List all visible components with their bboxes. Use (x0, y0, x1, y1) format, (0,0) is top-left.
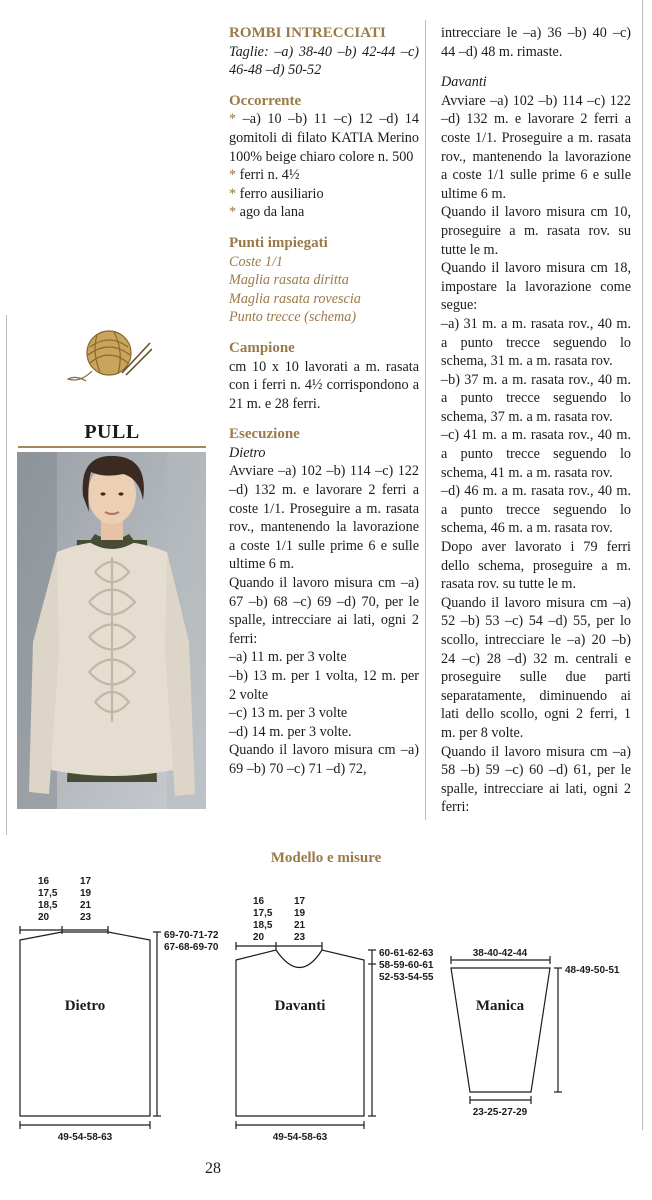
sizes-text: Taglie: –a) 38-40 –b) 42-44 –c) 46-48 –d) 50-52 (229, 43, 419, 79)
davanti-shoulder-width-label: 16 (253, 896, 265, 907)
manica-top-width-label: 38-40-42-44 (472, 948, 528, 959)
dietro-shoulder-width-label: 20 (38, 912, 50, 923)
back-list-item: –d) 14 m. per 3 volte. (229, 723, 352, 740)
yarn-ball-icon (62, 325, 152, 390)
back-list-item: –b) 13 m. per 1 volta, 12 m. per 2 volte (229, 668, 419, 703)
gauge-heading: Campione (229, 339, 295, 356)
dietro-neck-width-label: 23 (80, 912, 92, 923)
dietro-shoulder-width-label: 18,5 (38, 900, 58, 911)
title-underline (18, 446, 206, 448)
stitches-heading: Punti impiegati (229, 234, 328, 251)
materials-item: * ferri n. 4½ (229, 167, 300, 184)
model-photo (17, 452, 206, 809)
materials-item: * ferro ausiliario (229, 185, 324, 202)
continued-text: intrecciare le –a) 36 –b) 40 –c) 44 –d) 48 m. rimaste. (441, 25, 631, 60)
measurement-diagrams (0, 860, 652, 1160)
page-number: 28 (205, 1160, 221, 1177)
stitch-item: Maglia rasata diritta (229, 272, 349, 289)
stitch-item: Coste 1/1 (229, 253, 283, 270)
front-paragraph: Avviare –a) 102 –b) 114 –c) 122 –d) 132 m. e lavorare 2 ferri a coste 1/1. Proseguire a m. rasata rov., mantenendo la lavorazione a coste 1/1 sulle prime 6 e sulle ultime 6 m. (441, 92, 631, 202)
dietro-shoulder-width-label: 16 (38, 876, 50, 887)
front-paragraph: Quando il lavoro misura cm –a) 52 –b) 53 –c) 54 –d) 55, per lo scollo, intrecciare le –a) 20 –b) 24 –c) 28 –d) 32 m. centrali e proseguire sulle due parti separatamente, diminuendo ai lati dello scollo, ogni 2 ferri, 1 m. per 8 volte. (441, 594, 631, 741)
front-heading: Davanti (441, 74, 487, 91)
bullet-star-icon: * (229, 111, 237, 128)
front-paragraph: Dopo aver lavorato i 79 ferri dello schema, proseguire a m. rasata rov. su tutte le m. (441, 539, 631, 593)
garment-title: PULL (84, 421, 140, 443)
davanti-neck-width-label: 17 (294, 896, 306, 907)
materials-heading: Occorrente (229, 92, 302, 109)
back-paragraph: Quando il lavoro misura cm –a) 69 –b) 70 –c) 71 –d) 72, (229, 742, 419, 777)
stitch-item: Maglia rasata rovescia (229, 290, 361, 307)
front-paragraph: Quando il lavoro misura cm –a) 58 –b) 59 –c) 60 –d) 61, per le spalle, intrecciare ai lati, ogni 2 ferri: (441, 743, 631, 816)
manica-height-label: 48-49-50-51 (565, 965, 620, 976)
davanti-neck-width-label: 21 (294, 920, 306, 931)
dietro-shoulder-width-label: 17,5 (38, 888, 58, 899)
dietro-neck-width-label: 19 (80, 888, 92, 899)
schema-title: Modello e misure (270, 850, 382, 866)
manica-piece-label: Manica (475, 998, 525, 1014)
bullet-star-icon: * (229, 204, 237, 221)
materials-item: * –a) 10 –b) 11 –c) 12 –d) 14 gomitoli di filato KATIA Merino 100% beige chiaro colore n. 500 (229, 111, 419, 165)
davanti-height-label: 60-61-62-63 (379, 948, 434, 959)
dietro-shoulder-height-label: 67-68-69-70 (164, 942, 219, 953)
dietro-neck-width-label: 21 (80, 900, 92, 911)
dietro-neck-width-label: 17 (80, 876, 92, 887)
bullet-star-icon: * (229, 167, 237, 184)
dietro-bottom-width-label: 49-54-58-63 (57, 1132, 113, 1143)
davanti-shoulder-width-label: 18,5 (253, 920, 273, 931)
front-paragraph: –b) 37 m. a m. rasata rov., 40 m. a punto trecce seguendo lo schema, 37 m. a m. rasata rov. (441, 371, 631, 425)
manica-bottom-width-label: 23-25-27-29 (472, 1107, 528, 1118)
bullet-star-icon: * (229, 185, 237, 202)
back-heading: Dietro (229, 444, 266, 461)
davanti-neck-width-label: 19 (294, 908, 306, 919)
back-list-item: –c) 13 m. per 3 volte (229, 705, 348, 722)
back-list-item: –a) 11 m. per 3 volte (229, 649, 347, 666)
dietro-piece-label: Dietro (64, 998, 106, 1014)
davanti-neck-width-label: 23 (294, 932, 306, 943)
davanti-shoulder-width-label: 17,5 (253, 908, 273, 919)
davanti-bottom-width-label: 49-54-58-63 (272, 1132, 328, 1143)
stitch-item: Punto trecce (schema) (229, 309, 357, 326)
instructions-column-1 (229, 24, 419, 779)
column-divider (425, 20, 426, 820)
front-paragraph: –d) 46 m. a m. rasata rov., 40 m. a punto trecce seguendo lo schema, 46 m. a m. rasata rov. (441, 483, 631, 537)
davanti-height-label: 52-53-54-55 (379, 972, 434, 983)
dietro-total-height-label: 69-70-71-72 (164, 930, 219, 941)
instructions-column-2 (441, 24, 631, 817)
back-paragraph: Avviare –a) 102 –b) 114 –c) 122 –d) 132 m. e lavorare 2 ferri a coste 1/1. Proseguire a m. rasata rov., mantenendo la lavorazione a coste 1/1 sulle prime 6 e sulle ultime 6 m. (229, 463, 419, 573)
front-paragraph: Quando il lavoro misura cm 18, impostare la lavorazione come segue: (441, 260, 631, 314)
back-paragraph: Quando il lavoro misura cm –a) 67 –b) 68 –c) 69 –d) 70, per le spalle, intrecciare ai lati, ogni 2 ferri: (229, 575, 419, 647)
pattern-title: ROMBI INTRECCIATI (229, 25, 386, 41)
execution-heading: Esecuzione (229, 426, 300, 443)
materials-item: * ago da lana (229, 204, 305, 221)
davanti-piece-label: Davanti (274, 998, 326, 1014)
davanti-shoulder-width-label: 20 (253, 932, 265, 943)
front-paragraph: –a) 31 m. a m. rasata rov., 40 m. a punto trecce seguendo lo schema, 31 m. a m. rasata rov. (441, 315, 631, 370)
front-paragraph: –c) 41 m. a m. rasata rov., 40 m. a punto trecce seguendo lo schema, 41 m. a m. rasata rov. (441, 427, 631, 481)
front-paragraph: Quando il lavoro misura cm 10, proseguire a m. rasata rov. su tutte le m. (441, 204, 631, 258)
column-divider (6, 315, 7, 835)
gauge-text: cm 10 x 10 lavorati a m. rasata con i ferri n. 4½ corrispondono a 21 m. e 28 ferri. (229, 358, 419, 412)
davanti-height-label: 58-59-60-61 (379, 960, 434, 971)
